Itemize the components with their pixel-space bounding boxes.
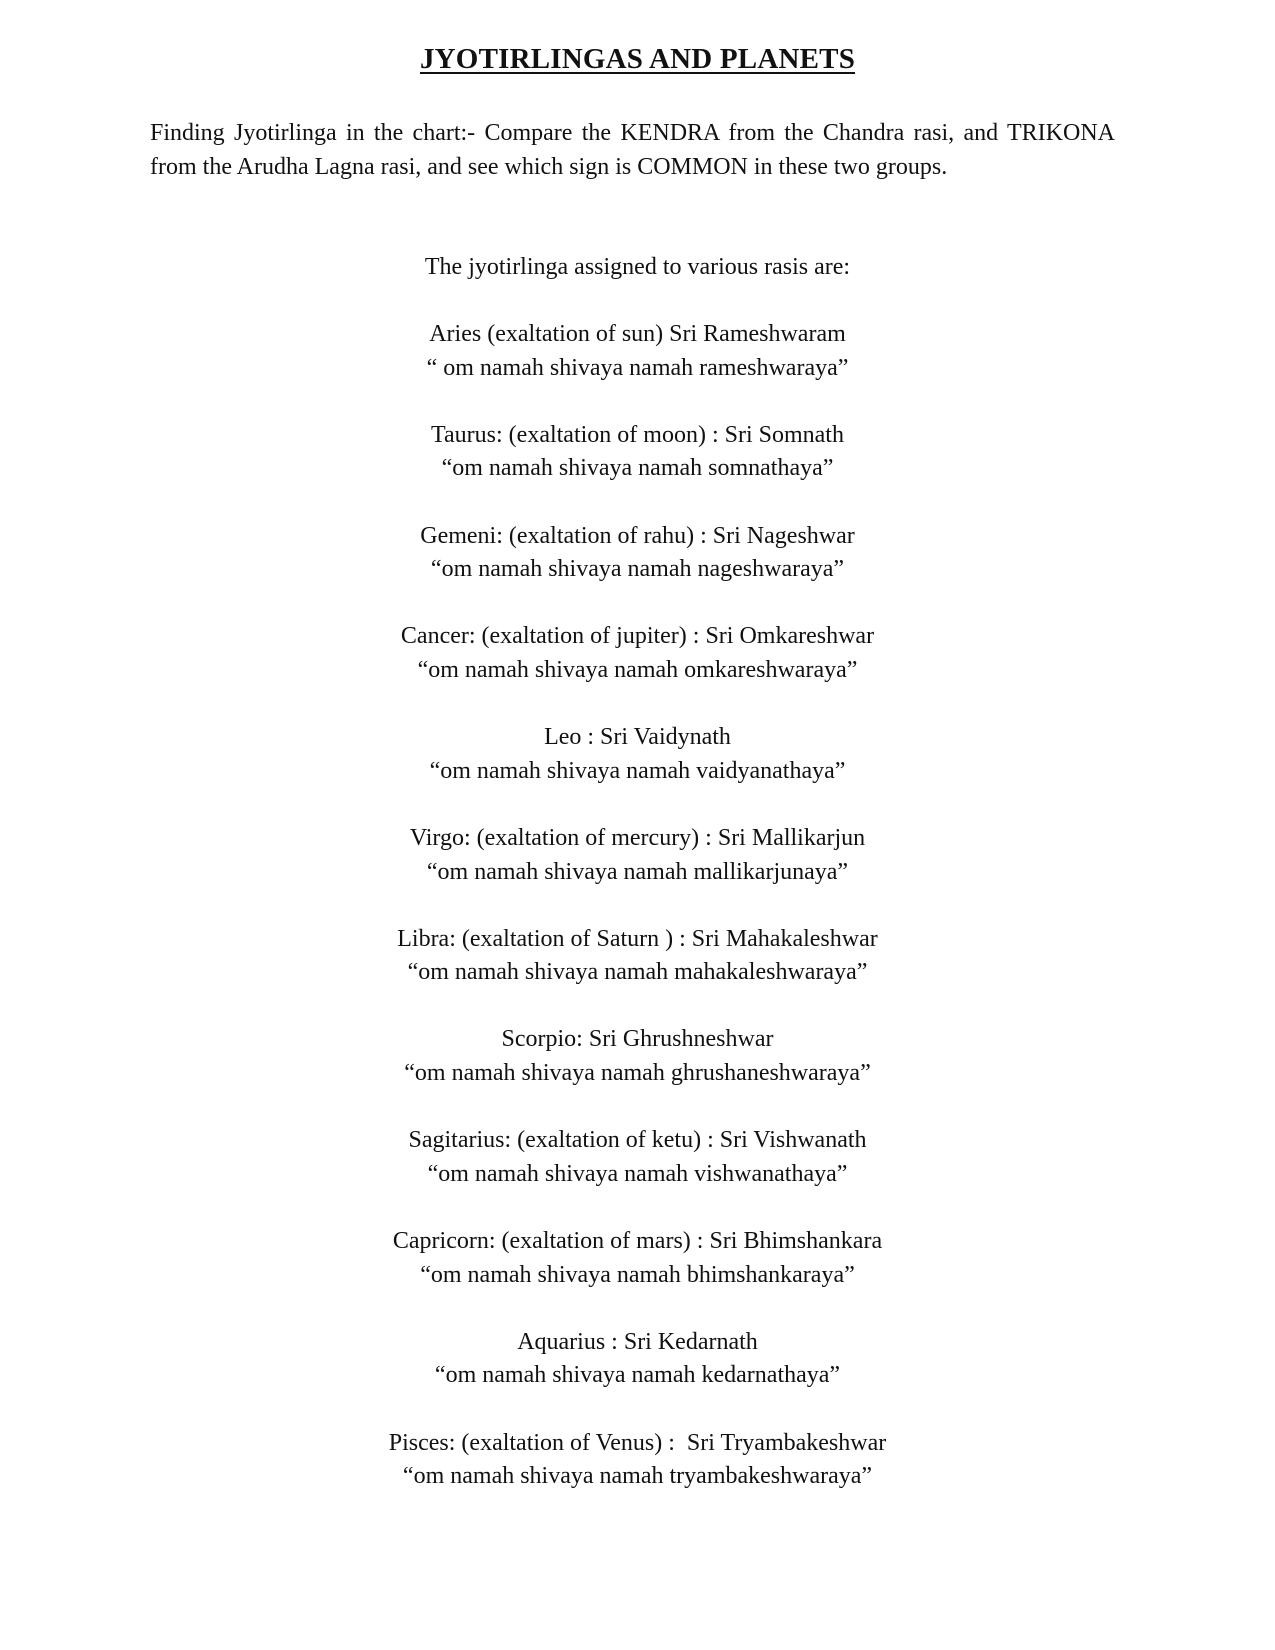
list-item xyxy=(0,923,1275,990)
entry-mantra: “om namah shivaya namah somnathaya” xyxy=(441,455,834,482)
entry-mantra: “om namah shivaya namah vaidyanathaya” xyxy=(429,757,846,784)
entry-mantra: “om namah shivaya namah kedarnathaya” xyxy=(434,1362,841,1389)
entry-mantra: “om namah shivaya namah mahakaleshwaraya” xyxy=(407,959,868,986)
list-item xyxy=(0,1225,1275,1292)
entry-mantra: “om namah shivaya namah bhimshankaraya” xyxy=(420,1261,855,1288)
entry-heading: Libra: (exaltation of Saturn ) : Sri Mahakaleshwar xyxy=(397,925,878,952)
entry-mantra: “om namah shivaya namah mallikarjunaya” xyxy=(426,858,849,885)
entry-heading: Pisces: (exaltation of Venus) : Sri Tryambakeshwar xyxy=(388,1429,887,1456)
list-item xyxy=(0,1326,1275,1393)
entry-heading: Gemeni: (exaltation of rahu) : Sri Nageshwar xyxy=(420,522,855,549)
entry-heading: Taurus: (exaltation of moon) : Sri Somnath xyxy=(431,421,844,448)
entry-heading: Virgo: (exaltation of mercury) : Sri Mallikarjun xyxy=(409,824,866,851)
list-item xyxy=(0,520,1275,587)
list-intro: The jyotirlinga assigned to various rasis are: xyxy=(424,254,851,280)
list-item xyxy=(0,822,1275,889)
entry-heading: Scorpio: Sri Ghrushneshwar xyxy=(501,1026,774,1053)
list-item xyxy=(0,1427,1275,1494)
list-item xyxy=(0,318,1275,385)
list-item xyxy=(0,1124,1275,1191)
entry-mantra: “om namah shivaya namah omkareshwaraya” xyxy=(417,656,858,683)
entry-heading: Sagitarius: (exaltation of ketu) : Sri Vishwanath xyxy=(408,1127,867,1154)
list-item xyxy=(0,419,1275,486)
entry-mantra: “ om namah shivaya namah rameshwaraya” xyxy=(426,354,849,381)
jyotirlinga-list xyxy=(0,318,1275,1527)
entry-heading: Cancer: (exaltation of jupiter) : Sri Omkareshwar xyxy=(400,623,875,650)
entry-mantra: “om namah shivaya namah nageshwaraya” xyxy=(430,556,845,583)
list-item xyxy=(0,620,1275,687)
list-item xyxy=(0,721,1275,788)
entry-heading: Leo : Sri Vaidynath xyxy=(544,724,731,751)
entry-heading: Capricorn: (exaltation of mars) : Sri Bhimshankara xyxy=(392,1228,883,1255)
entry-mantra: “om namah shivaya namah tryambakeshwaraya” xyxy=(402,1463,873,1490)
intro-paragraph: Finding Jyotirlinga in the chart:- Compare the KENDRA from the Chandra rasi, and TRIKONA from the Arudha Lagna rasi, and see which sign is COMMON in these two groups. xyxy=(150,120,1115,180)
entry-heading: Aquarius : Sri Kedarnath xyxy=(517,1328,758,1355)
entry-mantra: “om namah shivaya namah ghrushaneshwaraya” xyxy=(404,1060,871,1087)
entry-mantra: “om namah shivaya namah vishwanathaya” xyxy=(427,1160,848,1187)
list-item xyxy=(0,1023,1275,1090)
entry-heading: Aries (exaltation of sun) Sri Rameshwaram xyxy=(429,321,846,347)
page-title: JYOTIRLINGAS AND PLANETS xyxy=(419,43,856,75)
